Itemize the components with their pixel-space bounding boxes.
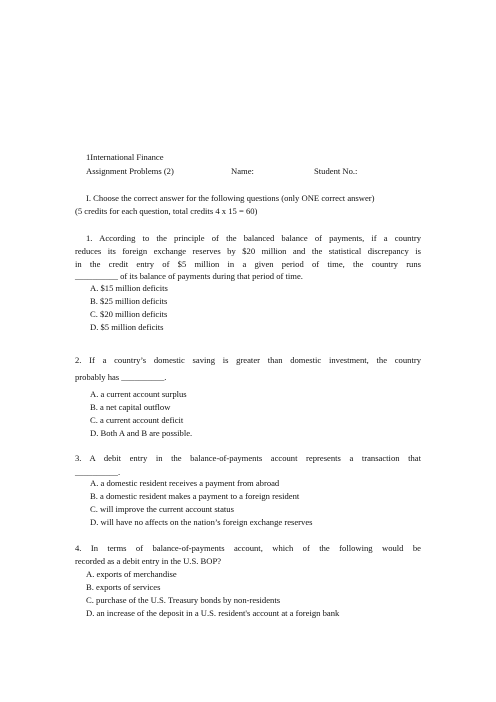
question-2-option-d: D. Both A and B are possible. (90, 428, 193, 438)
question-2-text (75, 352, 421, 386)
question-1-text (75, 232, 421, 283)
question-1-line-4: __________ of its balance of payments during that period of time. (75, 271, 303, 282)
question-1-option-d: D. $5 million deficits (90, 322, 164, 332)
question-3-line-1: 3. A debit entry in the balance-of-payments account represents a transaction that (75, 453, 421, 463)
question-4-line-1: 4. In terms of balance-of-payments account, which of the following would be (75, 543, 421, 553)
question-3-option-a: A. a domestic resident receives a payment from abroad (90, 478, 280, 488)
question-4-option-b: B. exports of services (86, 582, 161, 592)
question-1-option-c: C. $20 million deficits (90, 309, 168, 319)
question-2-option-a: A. a current account surplus (90, 389, 187, 399)
question-4-option-c: C. purchase of the U.S. Treasury bonds by non-residents (86, 595, 281, 605)
question-1-option-b: B. $25 million deficits (90, 296, 168, 306)
question-4-option-a: A. exports of merchandise (86, 569, 177, 579)
question-2-option-c: C. a current account deficit (90, 415, 184, 425)
question-1-line-2: reduces its foreign exchange reserves by $20 million and the statistical discrepancy is (75, 245, 421, 256)
question-2-line-2: probably has __________. (75, 372, 167, 382)
question-1-line-1: 1. According to the principle of the balanced balance of payments, if a country (86, 233, 421, 243)
question-4-option-d: D. an increase of the deposit in a U.S. resident's account at a foreign bank (86, 608, 340, 618)
assignment-title: Assignment Problems (2) (86, 166, 174, 176)
question-1-line-3: in the credit entry of $5 million in a given period of time, the country runs (75, 258, 421, 269)
student-number-label: Student No.: (314, 166, 358, 176)
name-label: Name: (231, 166, 254, 176)
question-3-line-2: __________. (75, 467, 121, 477)
question-3-text (75, 451, 421, 479)
section-instruction-line2: (5 credits for each question, total credits 4 x 15 = 60) (75, 206, 258, 216)
section-instruction-line1: I. Choose the correct answer for the following questions (only ONE correct answer) (86, 193, 375, 203)
question-1-option-a: A. $15 million deficits (90, 283, 168, 293)
question-4-text (75, 542, 421, 568)
question-2-line-1: 2. If a country’s domestic saving is greater than domestic investment, the country (75, 355, 421, 365)
question-3-option-b: B. a domestic resident makes a payment to a foreign resident (90, 491, 300, 501)
question-3-option-c: C. will improve the current account status (90, 504, 234, 514)
question-3-option-d: D. will have no affects on the nation’s foreign exchange reserves (90, 517, 313, 527)
course-title: 1International Finance (86, 152, 164, 162)
question-2-option-b: B. a net capital outflow (90, 402, 171, 412)
question-4-line-2: recorded as a debit entry in the U.S. BOP? (75, 556, 222, 566)
